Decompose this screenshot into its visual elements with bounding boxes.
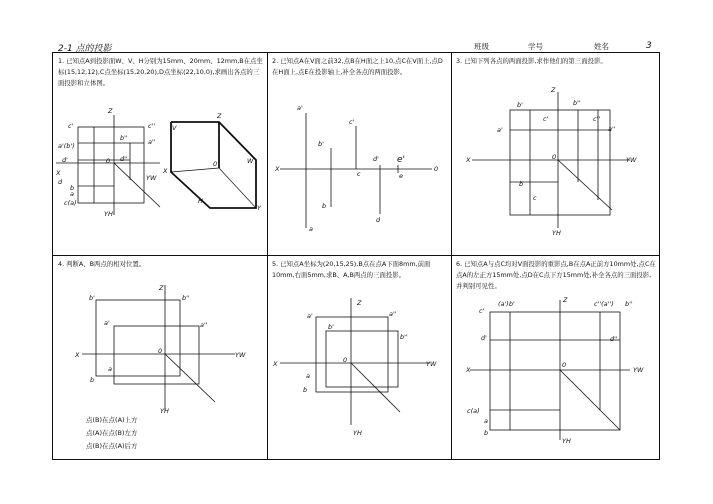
p5-a: a xyxy=(306,372,310,380)
problem-2-text: 2. 已知点A在V面之前32,点B在H面之上10,点C在V面上,点D在H面上,点E在投影轴上,补全各点的两面投影。 xyxy=(272,57,443,76)
p3-b2: b'' xyxy=(573,99,581,107)
p5-b: b xyxy=(303,386,308,394)
p2-c: c xyxy=(357,170,361,178)
p6-z: Z xyxy=(563,296,568,304)
label-ab: a'(b') xyxy=(58,142,75,150)
p5-b1: b' xyxy=(328,323,334,331)
iso-x: X xyxy=(163,167,168,175)
p2-b1: b' xyxy=(318,140,324,148)
p3-b1: b' xyxy=(517,101,523,109)
label-c1: c' xyxy=(68,122,74,130)
p4-o: 0 xyxy=(158,347,163,355)
problem-4-text: 4. 判断A、B两点的相对位置。 xyxy=(58,260,146,268)
p3-a2: a'' xyxy=(608,125,616,133)
page-title: 2-1 点的投影 xyxy=(58,44,112,54)
p4-b1: b' xyxy=(89,294,95,302)
problem-5-text: 5. 已知点A坐标为(20,15,25),B点在点A下面8mm,前面10mm,右面5mm,求B、A,B两点的三面投影。 xyxy=(272,260,431,279)
p3-x: X xyxy=(466,156,471,164)
p3-yw: YW xyxy=(626,156,637,164)
p2-e: e xyxy=(399,172,403,180)
p4-x: X xyxy=(75,351,80,359)
class-label: 班级 xyxy=(474,42,489,51)
name-label: 姓名 xyxy=(594,42,609,51)
p5-b2: b'' xyxy=(400,333,408,341)
label-a: a xyxy=(70,190,74,198)
p6-d2: d'' xyxy=(610,335,618,343)
label-x: X xyxy=(56,169,61,177)
p5-a1: a' xyxy=(307,312,313,320)
p2-e1: e' xyxy=(397,155,406,165)
p3-c1: c' xyxy=(543,115,549,123)
p3-a1: a' xyxy=(497,126,503,134)
p6-yw: YW xyxy=(633,366,644,374)
p5-o: 0 xyxy=(343,356,348,364)
iso-v: V xyxy=(172,124,177,132)
p6-yh: YH xyxy=(562,437,571,445)
p4-yh: YH xyxy=(160,407,169,415)
judge-line-1: 点(B)在点(A)上方 xyxy=(86,416,138,424)
p2-a: a xyxy=(309,225,313,233)
label-ca: c(a) xyxy=(64,199,77,207)
page-number: 3 xyxy=(646,41,652,51)
p3-yh: YH xyxy=(552,229,561,237)
p5-yw: YW xyxy=(426,360,437,368)
label-d: d xyxy=(58,178,63,186)
label-b: b xyxy=(70,184,75,192)
id-label: 学号 xyxy=(528,42,543,51)
p2-c1: c' xyxy=(349,118,355,126)
iso-h: H xyxy=(198,197,203,205)
p2-o: 0 xyxy=(434,165,439,173)
p3-b: b xyxy=(519,180,524,188)
judge-line-2: 点(A)在点(B)左方 xyxy=(86,429,138,437)
problem-1-text: 1. 已知点A到投影面W、V、H分别为15mm、20mm、12mm,B在点坐标(15,12,12),C点坐标(15,20,20),D点坐标(22,10,0),求画出各点的三面投影和立体图。 xyxy=(58,57,263,87)
p4-a: a xyxy=(108,365,112,373)
p3-c2: c'' xyxy=(593,115,601,123)
p5-a2: a'' xyxy=(389,310,397,318)
iso-y: Y xyxy=(257,204,261,212)
p4-b: b xyxy=(90,376,95,384)
p2-a1: a' xyxy=(297,104,303,112)
p6-o: 0 xyxy=(562,361,567,369)
iso-w: W xyxy=(247,157,254,165)
p2-d: d xyxy=(376,216,381,224)
label-d2: d'' xyxy=(120,155,128,163)
p4-yw: YW xyxy=(235,351,246,359)
problem-3-text: 3. 已知下列各点的两面投影,求作他们的第三面投影。 xyxy=(456,57,607,65)
p4-a2: a'' xyxy=(200,321,208,329)
problem-6-text: 6. 已知点A与点C均对V面投影的重影点,B在点A正前方10mm处,点C在点A的左正方15mm处,点D在C点下方15mm处,补全各点的三面投影,并判别可见性。 xyxy=(456,260,656,290)
label-d1: d' xyxy=(62,156,68,164)
label-yh: YH xyxy=(104,210,113,218)
p6-x: X xyxy=(466,366,471,374)
p4-z: Z xyxy=(159,284,164,292)
p3-c: c xyxy=(533,194,537,202)
p2-d1: d' xyxy=(373,155,379,163)
p4-a1: a' xyxy=(104,319,110,327)
label-b2: b'' xyxy=(120,134,128,142)
p3-z: Z xyxy=(551,86,556,94)
label-c2: c'' xyxy=(148,122,156,130)
p6-b: b xyxy=(484,429,489,437)
judge-line-3: 点(B)在点(A)后方 xyxy=(86,442,138,450)
p6-ca: c(a) xyxy=(467,407,480,415)
p5-yh: YH xyxy=(353,429,362,437)
p6-d1: d' xyxy=(481,334,487,342)
p3-o: 0 xyxy=(552,153,557,161)
p6-caa: c''(a'') xyxy=(594,300,614,308)
p5-x: X xyxy=(273,360,278,368)
iso-o: 0 xyxy=(213,160,218,168)
p2-b: b xyxy=(322,202,327,210)
p6-c1: c' xyxy=(479,307,485,315)
label-a2: a'' xyxy=(148,138,156,146)
p6-ab: (a')b' xyxy=(498,300,515,308)
label-z: Z xyxy=(108,107,113,115)
label-yw: YW xyxy=(146,174,157,182)
iso-z: Z xyxy=(217,112,222,120)
label-o: 0 xyxy=(106,157,111,165)
p2-x: X xyxy=(275,165,280,173)
p6-b2: b'' xyxy=(625,300,633,308)
p4-b2: b'' xyxy=(182,294,190,302)
p5-z: Z xyxy=(357,299,362,307)
p6-a: a xyxy=(484,417,488,425)
